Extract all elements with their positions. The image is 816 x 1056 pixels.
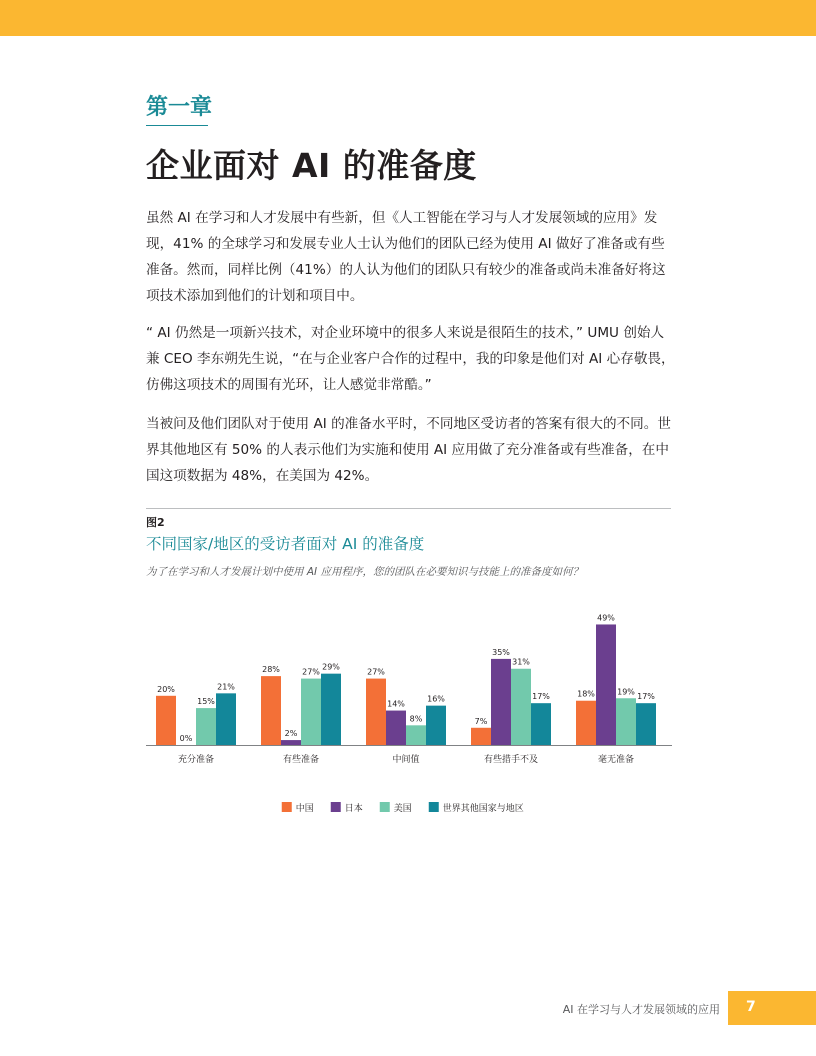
bar-3-1 [491,659,511,745]
bar-value-label: 14% [387,699,405,709]
bar-2-0 [366,679,386,745]
legend-swatch [282,802,292,812]
bar-0-2 [196,708,216,745]
bar-value-label: 49% [597,613,615,623]
bar-value-label: 35% [492,647,510,657]
bar-value-label: 17% [532,692,550,702]
bar-2-2 [406,725,426,745]
bar-value-label: 21% [217,682,235,692]
figure-label: 图2 [146,516,165,529]
category-label: 有些准备 [282,755,320,765]
bar-value-label: 7% [474,716,488,726]
page-number: 7 [746,999,756,1015]
bar-value-label: 27% [302,667,320,677]
legend-label: 日本 [344,804,363,814]
bar-4-1 [596,624,616,745]
figure-divider [146,508,671,509]
bar-value-label: 28% [262,665,280,675]
legend-label: 美国 [393,804,412,814]
category-label: 充分准备 [177,755,215,765]
bar-value-label: 29% [322,662,340,672]
chapter-label: 第一章 [146,95,213,120]
bar-value-label: 15% [197,697,215,707]
bar-3-0 [471,728,491,745]
bar-1-3 [321,674,341,745]
paragraph-2: “ AI 仍然是一项新兴技术，对企业环境中的很多人来说是很陌生的技术，” UMU 创始人兼 CEO 李东朔先生说，“在与企业客户合作的过程中，我的印象是他们对 AI 心存敬畏，仿佛这项技术的周围有光环，让人感觉非常酷。” [146,325,675,393]
category-label: 有些措手不及 [483,755,539,765]
bar-value-label: 20% [157,684,175,694]
bar-3-3 [531,703,551,745]
bar-value-label: 8% [409,714,423,724]
bar-value-label: 18% [577,689,595,699]
category-label: 中间值 [392,755,420,765]
bar-0-0 [156,696,176,745]
bar-value-label: 16% [427,694,445,704]
legend-label: 中国 [295,804,314,814]
bar-1-2 [301,679,321,745]
bar-3-2 [511,669,531,745]
bar-value-label: 27% [367,667,385,677]
bar-value-label: 2% [284,729,298,739]
top-accent-bar [0,0,816,36]
chapter-rule [146,125,208,126]
bar-2-3 [426,706,446,745]
bar-value-label: 17% [637,692,655,702]
paragraph-1: 虽然 AI 在学习和人才发展中有些新，但《人工智能在学习与人才发展领域的应用》发现，41% 的全球学习和发展专业人士认为他们的团队已经为使用 AI 做好了准备或有些准备。然而，同样比例（41%）的人认为他们的团队只有较少的准备或尚未准备好将这项技术添加到他们的计划和项目中。 [146,210,666,304]
page-title: 企业面对 AI 的准备度 [146,146,477,185]
bar-4-2 [616,698,636,745]
footer-page-box [728,991,816,1025]
figure-question: 为了在学习和人才发展计划中使用 AI 应用程序，您的团队在必要知识与技能上的准备度如何？ [146,566,583,578]
bar-4-0 [576,701,596,745]
legend-swatch [429,802,439,812]
category-label: 毫无准备 [597,755,635,765]
bar-2-1 [386,711,406,745]
figure-title: 不同国家/地区的受访者面对 AI 的准备度 [146,535,425,553]
legend-swatch [331,802,341,812]
readiness-bar-chart [146,600,686,825]
bar-1-1 [281,740,301,745]
bar-value-label: 19% [617,687,635,697]
bar-4-3 [636,703,656,745]
bar-0-3 [216,693,236,745]
legend-label: 世界其他国家与地区 [442,804,524,814]
legend-swatch [380,802,390,812]
paragraph-3: 当被问及他们团队对于使用 AI 的准备水平时，不同地区受访者的答案有很大的不同。世界其他地区有 50% 的人表示他们为实施和使用 AI 应用做了充分准备或有些准备，在中国这项数据为 48%，在美国为 42%。 [146,416,671,484]
footer-publication-title: AI 在学习与人才发展领域的应用 [562,1003,720,1016]
bar-value-label: 31% [512,657,530,667]
bar-value-label: 0% [179,734,193,743]
bar-1-0 [261,676,281,745]
